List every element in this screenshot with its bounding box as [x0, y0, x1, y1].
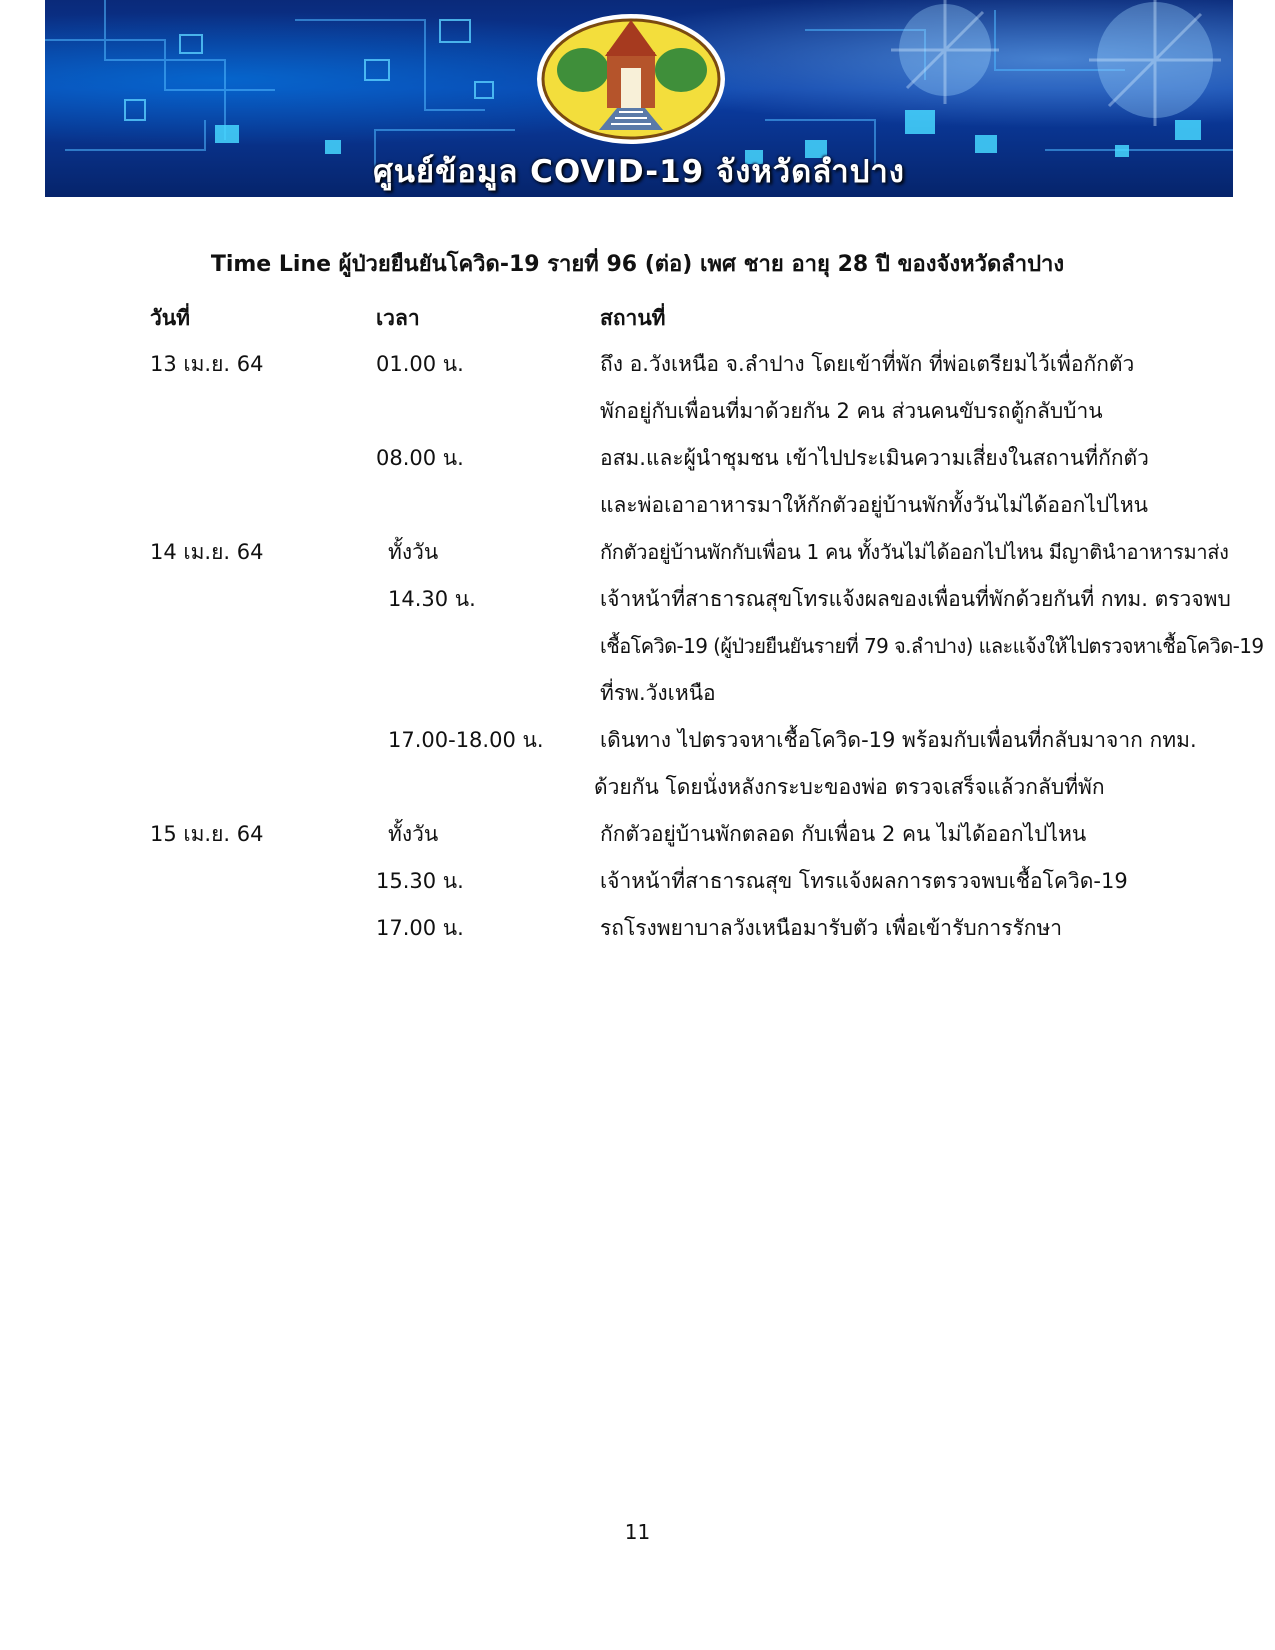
- row-place-line: พักอยู่กับเพื่อนที่มาด้วยกัน 2 คน ส่วนคนขับรถตู้กลับบ้าน: [600, 399, 1103, 423]
- row-place-line: กักตัวอยู่บ้านพักตลอด กับเพื่อน 2 คน ไม่ได้ออกไปไหน: [600, 822, 1087, 846]
- row-time: 01.00 น.: [376, 352, 464, 376]
- header-date: วันที่: [150, 306, 190, 330]
- row-place-line: ด้วยกัน โดยนั่งหลังกระบะของพ่อ ตรวจเสร็จแล้วกลับที่พัก: [594, 775, 1105, 799]
- row-time: 15.30 น.: [376, 869, 464, 893]
- row-place-line: ถึง อ.วังเหนือ จ.ลำปาง โดยเข้าที่พัก ที่พ่อเตรียมไว้เพื่อกักตัว: [600, 352, 1135, 376]
- header-banner: [45, 0, 1233, 197]
- row-time: 08.00 น.: [376, 446, 464, 470]
- row-place-line: ที่รพ.วังเหนือ: [600, 681, 716, 705]
- banner-title: ศูนย์ข้อมูล COVID-19 จังหวัดลำปาง: [373, 154, 905, 190]
- row-place-line: เชื้อโควิด-19 (ผู้ป่วยยืนยันรายที่ 79 จ.ลำปาง) และแจ้งให้ไปตรวจหาเชื้อโควิด-19: [600, 634, 1264, 658]
- row-date: 13 เม.ย. 64: [150, 352, 264, 376]
- row-date: 14 เม.ย. 64: [150, 540, 264, 564]
- header-time: เวลา: [376, 306, 420, 330]
- document-title: Time Line ผู้ป่วยยืนยันโควิด-19 รายที่ 96 (ต่อ) เพศ ชาย อายุ 28 ปี ของจังหวัดลำปาง: [210, 252, 1065, 277]
- row-time: ทั้งวัน: [388, 540, 439, 564]
- row-place-line: เดินทาง ไปตรวจหาเชื้อโควิด-19 พร้อมกับเพื่อนที่กลับมาจาก กทม.: [600, 728, 1197, 752]
- lampang-province-seal-icon: [535, 12, 727, 146]
- row-place-line: เจ้าหน้าที่สาธารณสุข โทรแจ้งผลการตรวจพบเชื้อโควิด-19: [600, 869, 1128, 893]
- row-place-line: อสม.และผู้นำชุมชน เข้าไปประเมินความเสี่ยงในสถานที่กักตัว: [600, 446, 1149, 470]
- row-place-line: รถโรงพยาบาลวังเหนือมารับตัว เพื่อเข้ารับการรักษา: [600, 916, 1063, 940]
- row-time: 14.30 น.: [388, 587, 476, 611]
- row-time: 17.00 น.: [376, 916, 464, 940]
- row-date: 15 เม.ย. 64: [150, 822, 264, 846]
- row-time: 17.00-18.00 น.: [388, 728, 544, 752]
- row-place-line: เจ้าหน้าที่สาธารณสุขโทรแจ้งผลของเพื่อนที่พักด้วยกันที่ กทม. ตรวจพบ: [600, 587, 1231, 611]
- page-number: 11: [624, 1520, 651, 1544]
- row-time: ทั้งวัน: [388, 822, 439, 846]
- header-place: สถานที่: [600, 306, 666, 330]
- row-place-line: และพ่อเอาอาหารมาให้กักตัวอยู่บ้านพักทั้งวันไม่ได้ออกไปไหน: [600, 493, 1149, 517]
- row-place-line: กักตัวอยู่บ้านพักกับเพื่อน 1 คน ทั้งวันไม่ได้ออกไปไหน มีญาตินำอาหารมาส่ง: [600, 540, 1229, 564]
